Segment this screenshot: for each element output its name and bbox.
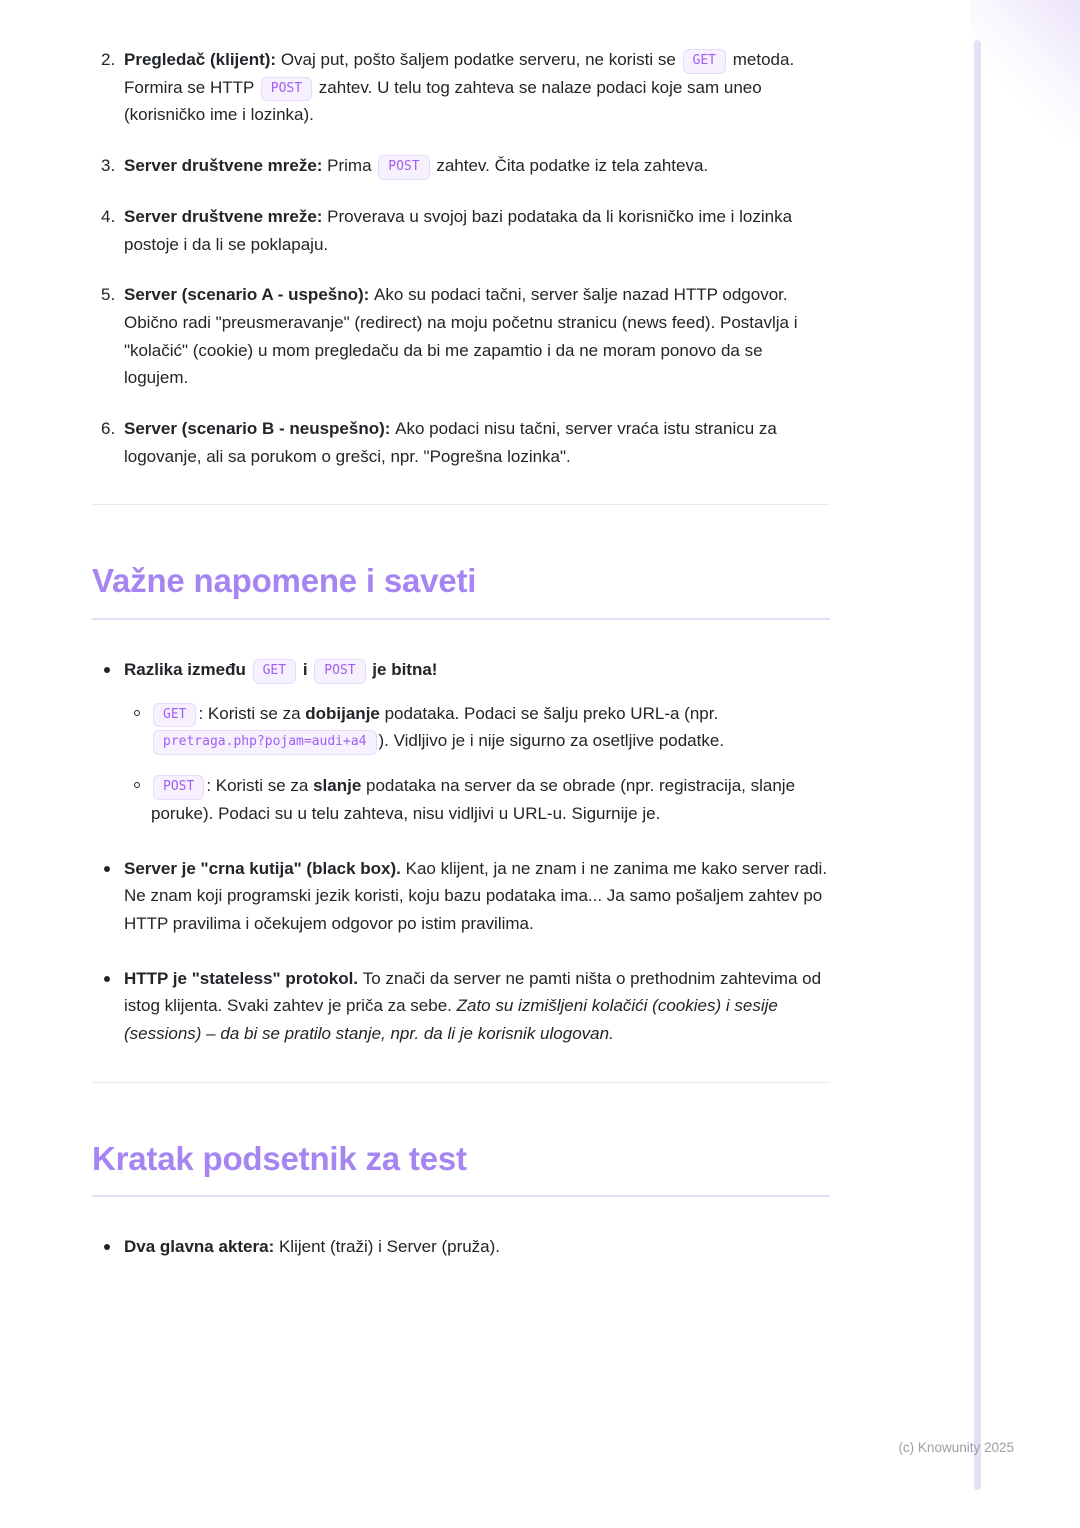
bullet-dot-icon (104, 976, 110, 982)
text-segment: zahtev. U telu tog zahteva se nalaze podaci koje sam uneo (korisničko ime i lozinka). (124, 77, 762, 125)
inline-code-chip: POST (261, 77, 312, 102)
text-segment: Pregledač (klijent): (124, 50, 281, 69)
sub-bullet-marker (124, 772, 151, 827)
bullet-body (124, 656, 830, 828)
text-segment: Server društvene mreže: (124, 206, 328, 226)
bullet-dot-icon (104, 667, 110, 673)
section-divider (92, 1082, 830, 1083)
text-segment: Server društvene mreže: (124, 156, 328, 176)
text-segment: Dva glavna aktera: (124, 1237, 279, 1257)
sub-bullet-marker (124, 700, 151, 755)
text-segment: : Koristi se za (206, 776, 314, 796)
text-segment: ). Vidljivo je i nije sigurno za osetljive podatke. (378, 731, 725, 751)
section-title: Kratak podsetnik za test (92, 1139, 467, 1177)
inline-code-chip: GET (253, 659, 296, 684)
text-segment: Proverava u svojoj bazi podataka da li korisničko ime i lozinka postoje i da li se poklapaju. (124, 206, 793, 254)
text-segment: i (298, 660, 313, 680)
inline-code-chip: GET (153, 703, 196, 728)
list-item (124, 772, 830, 827)
text-segment: : Koristi se za (198, 703, 306, 723)
bullet-circle-icon (134, 782, 140, 788)
text-segment: zahtev. Čita podatke iz tela zahteva. (431, 156, 709, 176)
document-content (92, 46, 830, 1261)
title-underline (92, 1195, 830, 1197)
list-item-number: 3. (101, 156, 116, 176)
text-segment: metoda. Formira se HTTP (124, 50, 795, 97)
text-segment: Server je "crna kutija" (black box). (124, 858, 406, 878)
section-vazne-napomene (92, 561, 830, 1047)
text-segment: To znači da server ne pamti ništa o prethodnim zahtevima od istog klijenta. Svaki zahtev je priča za sebe. (124, 968, 822, 1016)
text-segment: je bitna! (367, 660, 438, 680)
list-item-text (124, 855, 830, 938)
text-segment: Ako podaci nisu tačni, server vraća istu stranicu za logovanje, ali sa porukom o grešci, npr. "Pogrešna lozinka". (124, 419, 777, 466)
bullet-body (124, 855, 830, 938)
list-item (124, 700, 830, 755)
inline-code-chip: pretraga.php?pojam=audi+a4 (153, 730, 377, 755)
text-segment: Razlika između (124, 660, 251, 680)
bullet-list (92, 1233, 830, 1261)
text-segment: podataka. Podaci se šalju preko URL-a (npr. (379, 703, 719, 723)
bullet-list (92, 656, 830, 1048)
corner-gradient-decoration (970, 0, 1080, 140)
section-divider (92, 504, 830, 505)
bullet-marker (92, 855, 124, 938)
list-item-text (124, 281, 830, 392)
text-segment: slanje (313, 776, 362, 796)
text-segment: Prima (327, 156, 377, 176)
scrollbar-thumb[interactable] (974, 40, 981, 1490)
list-item-text (124, 965, 830, 1048)
text-segment: Ako su podaci tačni, server šalje nazad HTTP odgovor. Obično radi "preusmeravanje" (redirect) na moju početnu stranicu (news feed). Postavlja i "kolačić" (cookie) u mom pregledaču da bi me zapamtio i da ne moram ponovo da se logujem. (124, 285, 798, 388)
list-item-text (124, 203, 830, 258)
list-item (92, 656, 830, 828)
text-segment: Server (scenario A - uspešno): (124, 285, 375, 305)
bullet-marker (92, 656, 124, 828)
list-item-text (151, 772, 830, 827)
list-item (92, 152, 830, 180)
section-kratak-podsetnik (92, 1139, 830, 1261)
list-item-number: 2. (101, 50, 116, 69)
list-item-text (124, 152, 830, 180)
list-item (92, 1233, 830, 1261)
bullet-dot-icon (104, 1244, 110, 1250)
inline-code-chip: GET (683, 49, 726, 74)
list-item-text (124, 46, 830, 129)
title-underline (92, 618, 830, 620)
list-item-text (151, 700, 830, 755)
inline-code-chip: POST (153, 775, 204, 800)
text-segment: dobijanje (305, 703, 380, 723)
text-segment: Zato su izmišljeni kolačići (cookies) i sesije (sessions) – da bi se pratilo stanje, npr. da li je korisnik ulogovan. (124, 996, 778, 1044)
copyright-text: (c) Knowunity 2025 (898, 1440, 1014, 1455)
section-title: Važne napomene i saveti (92, 562, 477, 600)
list-item (92, 415, 830, 470)
list-item (92, 46, 830, 129)
bullet-dot-icon (104, 866, 110, 872)
bullet-body (124, 1233, 830, 1261)
list-item-text (124, 415, 830, 470)
list-item-text (124, 656, 830, 684)
sub-bullet-list (124, 700, 830, 828)
inline-code-chip: POST (378, 155, 429, 180)
text-segment: Server (scenario B - neuspešno): (124, 419, 396, 439)
bullet-marker (92, 1233, 124, 1261)
text-segment: Ovaj put, pošto šaljem podatke serveru, ne koristi se (280, 50, 681, 69)
list-item (92, 855, 830, 938)
text-segment: Klijent (traži) i Server (pruža). (278, 1237, 501, 1257)
text-segment: podataka na server da se obrade (npr. registracija, slanje poruke). Podaci su u telu zahteva, nisu vidljivi u URL-u. Sigurnije je. (151, 776, 796, 823)
bullet-body (124, 965, 830, 1048)
list-item-text (124, 1233, 830, 1261)
list-item-number: 6. (101, 419, 116, 439)
list-item (92, 281, 830, 392)
bullet-circle-icon (134, 710, 140, 716)
text-segment: Kao klijent, ja ne znam i ne zanima me kako server radi. Ne znam koji programski jezik koristi, koju bazu podataka ima... Ja samo pošaljem zahtev po HTTP pravilima i očekujem odgovor po istim pravilima. (124, 858, 828, 933)
bullet-marker (92, 965, 124, 1048)
list-item-number: 5. (101, 285, 116, 305)
text-segment: HTTP je "stateless" protokol. (124, 968, 363, 988)
inline-code-chip: POST (314, 659, 365, 684)
list-item (92, 203, 830, 258)
list-item-number: 4. (101, 206, 116, 226)
list-item (92, 965, 830, 1048)
numbered-list (92, 46, 830, 470)
